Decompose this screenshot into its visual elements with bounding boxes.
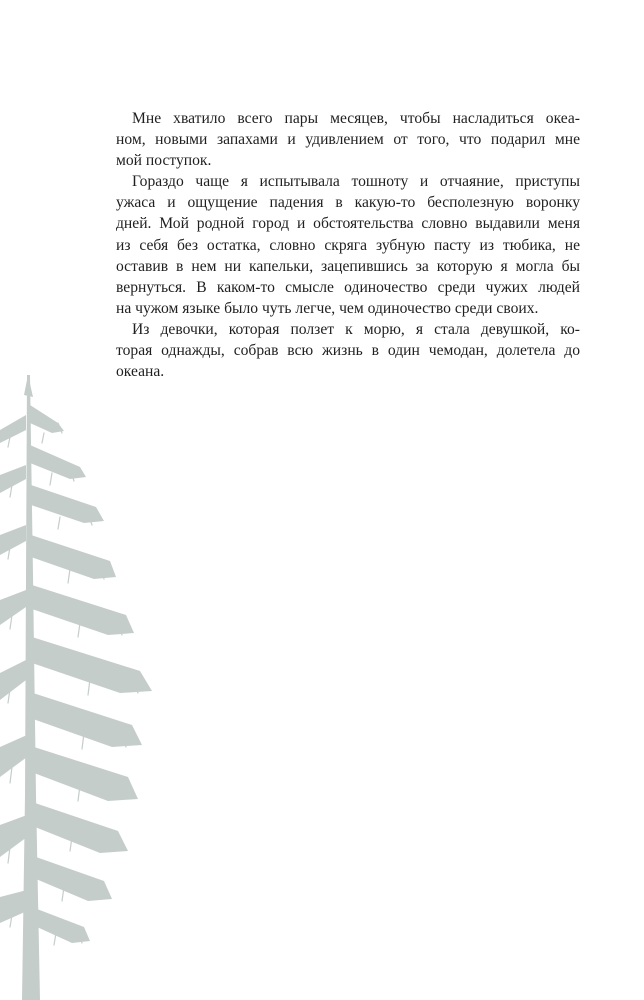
paragraph-2 <box>116 171 580 319</box>
text-line: на чужом языке было чуть легче, чем одиночество среди своих. <box>116 299 539 317</box>
text-line: ном, новыми запахами и удивлением от того, что подарил мне <box>116 131 580 149</box>
text-line: из себя без остатка, словно скряга зубную пасту из тюбика, не <box>116 236 580 254</box>
text-line: мой поступок. <box>116 152 212 170</box>
text-line: торая однажды, собрав всю жизнь в один чемодан, долетела до <box>116 342 580 360</box>
text-line: Мне хватило всего пары месяцев, чтобы насладиться океа- <box>132 110 580 127</box>
paragraph-1 <box>116 108 580 171</box>
text-line: океана. <box>116 363 165 381</box>
fir-tree-icon <box>0 375 160 1000</box>
body-text <box>116 108 580 382</box>
text-line: Из девочки, которая ползет к морю, я стала девушкой, ко- <box>132 320 580 338</box>
text-line: дней. Мой родной город и обстоятельства словно выдавили меня <box>116 215 580 233</box>
text-line: оставив в нем ни капельки, зацепившись за которую я могла бы <box>116 257 580 275</box>
text-line: ужаса и ощущение падения в какую-то бесполезную воронку <box>116 194 580 212</box>
paragraph-3 <box>116 319 580 382</box>
text-line: вернуться. В каком-то смысле одиночество среди чужих людей <box>116 278 580 296</box>
text-line: Гораздо чаще я испытывала тошноту и отчаяние, приступы <box>132 173 580 191</box>
